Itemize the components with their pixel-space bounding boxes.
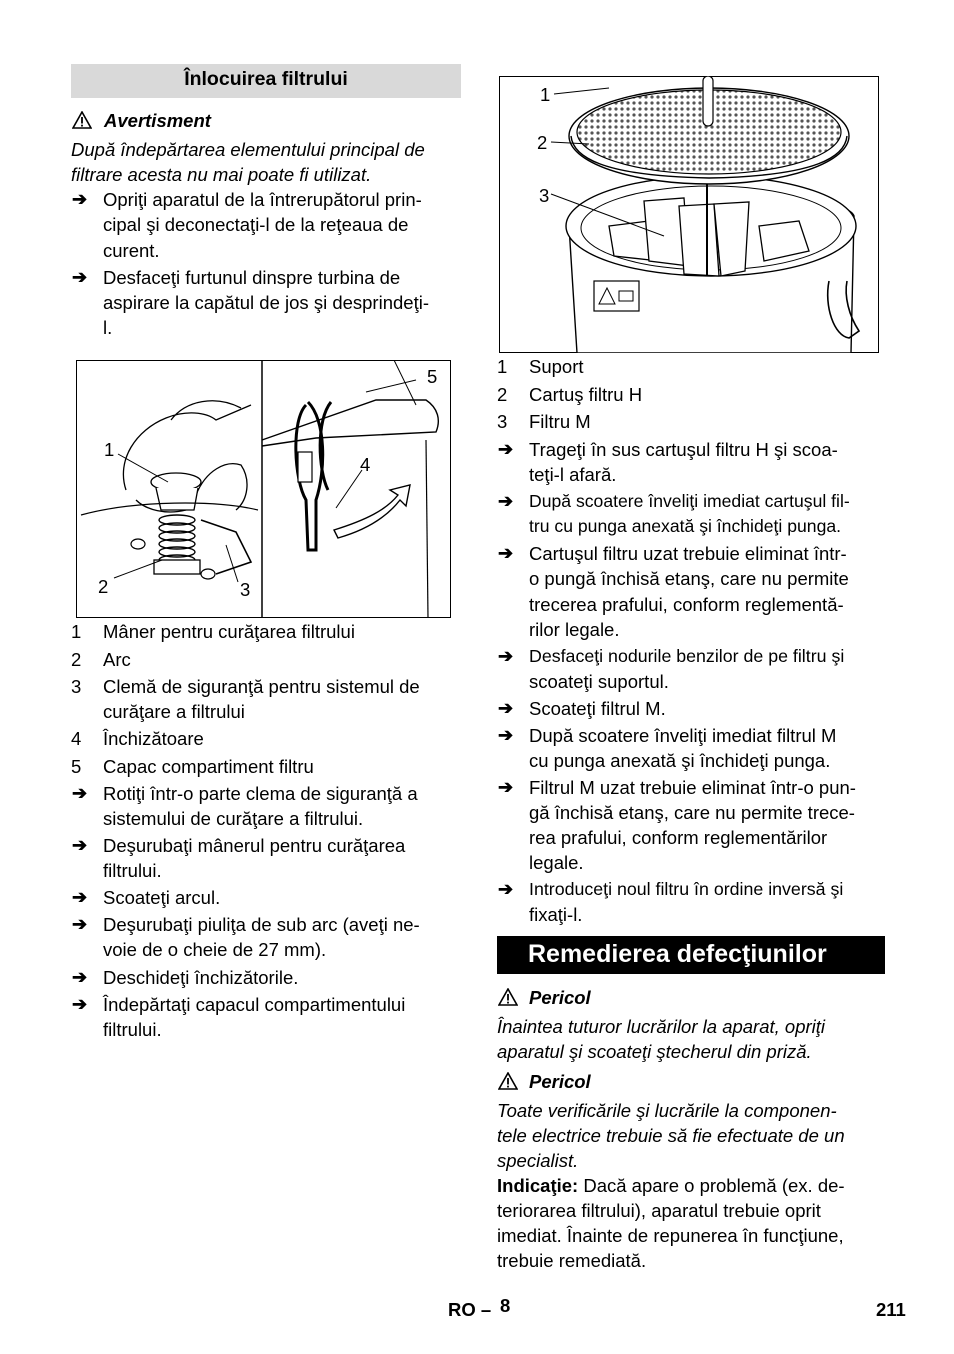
step-text: Scoateţi arcul. [103, 887, 221, 908]
legend-number: 1 [497, 356, 508, 377]
danger-text: Înaintea tuturor lucrărilor la aparat, opriţi [497, 1016, 826, 1037]
warning-icon [498, 988, 518, 1006]
figure-callout-2: 2 [98, 576, 109, 597]
figure-callout-2: 2 [537, 132, 548, 153]
step-text: cu punga anexată şi închideţi punga. [529, 750, 831, 771]
legend-number: 2 [497, 384, 508, 405]
step-text: Opriţi aparatul de la întrerupătorul prin- [103, 189, 422, 210]
legend-text: Capac compartiment filtru [103, 756, 314, 777]
footer-section-page: 8 [500, 1295, 511, 1316]
step-arrow-icon: ➔ [498, 646, 514, 666]
step-text: Scoateţi filtrul M. [529, 698, 666, 719]
step-text: l. [103, 317, 113, 338]
step-text: voie de o cheie de 27 mm). [103, 939, 327, 960]
danger-text: Toate verificările şi lucrările la componen- [497, 1100, 837, 1121]
figure-callout-3: 3 [240, 579, 251, 600]
step-arrow-icon: ➔ [498, 879, 514, 899]
step-text: rilor legale. [529, 619, 620, 640]
note-text: teriorarea filtrului), aparatul trebuie oprit [497, 1200, 821, 1221]
step-text: Filtrul M uzat trebuie eliminat într-o pun- [529, 777, 856, 798]
step-text: rea prafului, conform reglementărilor [529, 827, 828, 848]
step-text: cipal şi deconectaţi-l de la reţeaua de [103, 214, 409, 235]
note-label: Indicaţie: [497, 1175, 579, 1196]
step-text: filtrului. [103, 1019, 162, 1040]
step-arrow-icon: ➔ [72, 783, 88, 803]
warning-icon [72, 111, 92, 129]
danger-label: Pericol [529, 987, 591, 1008]
figure-callout-1: 1 [104, 439, 115, 460]
legend-number: 3 [71, 676, 82, 697]
step-text: Îndepărtaţi capacul compartimentului [103, 994, 406, 1015]
step-text: filtrului. [103, 860, 162, 881]
warning-text-1: După îndepărtarea elementului principal de [71, 139, 425, 160]
figure-callout-3: 3 [539, 185, 550, 206]
legend-number: 2 [71, 649, 82, 670]
step-arrow-icon: ➔ [498, 439, 514, 459]
step-arrow-icon: ➔ [498, 698, 514, 718]
filter-cleaning-figure [76, 360, 451, 618]
legend-text: Arc [103, 649, 131, 670]
step-arrow-icon: ➔ [72, 994, 88, 1014]
figure-callout-4: 4 [360, 454, 371, 475]
step-text: Desfaceţi furtunul dinspre turbina de [103, 267, 401, 288]
section-title: Înlocuirea filtrului [184, 68, 348, 90]
note-text: imediat. Înainte de repunerea în funcţiune, [497, 1225, 844, 1246]
step-text: sistemului de curăţare a filtrului. [103, 808, 364, 829]
step-text: Desfaceţi nodurile benzilor de pe filtru şi [529, 646, 845, 666]
footer-language [448, 1298, 491, 1322]
legend-text: Filtru M [529, 411, 591, 432]
step-arrow-icon: ➔ [72, 887, 88, 907]
step-text: Cartuşul filtru uzat trebuie eliminat într- [529, 543, 847, 564]
warning-text-2: filtrare acesta nu mai poate fi utilizat. [71, 164, 372, 185]
page-number: 211 [876, 1299, 906, 1320]
note-line-1 [497, 1173, 845, 1199]
step-text: aspirare la capătul de jos şi desprindeţi- [103, 292, 429, 313]
step-text: tru cu punga anexată şi închideţi punga. [529, 516, 842, 536]
step-arrow-icon: ➔ [72, 914, 88, 934]
step-arrow-icon: ➔ [72, 835, 88, 855]
footer-dash: – [480, 1299, 492, 1320]
step-arrow-icon: ➔ [498, 543, 514, 563]
step-text: scoateţi suportul. [529, 671, 669, 692]
section-title: Remedierea defecţiunilor [528, 940, 827, 968]
step-text: o pungă închisă etanş, care nu permite [529, 568, 849, 589]
step-text: Rotiţi într-o parte clema de siguranţă a [103, 783, 418, 804]
step-text: După scoatere înveliţi imediat cartuşul fil- [529, 491, 850, 511]
step-arrow-icon: ➔ [498, 777, 514, 797]
figure-callout-5: 5 [427, 366, 438, 387]
legend-text: Cartuş filtru H [529, 384, 643, 405]
step-text: gă închisă etanş, care nu permite trece- [529, 802, 855, 823]
step-text: legale. [529, 852, 584, 873]
step-arrow-icon: ➔ [72, 267, 88, 287]
step-text: fixaţi-l. [529, 904, 583, 925]
danger-label: Pericol [529, 1071, 591, 1092]
step-text: trecerea prafului, conform reglementă- [529, 594, 844, 615]
warning-icon [498, 1072, 518, 1090]
legend-text: Închizătoare [103, 728, 204, 749]
step-text: Trageţi în sus cartuşul filtru H şi scoa- [529, 439, 838, 460]
step-text: teţi-l afară. [529, 464, 617, 485]
figure-callout-1: 1 [540, 84, 551, 105]
legend-number: 4 [71, 728, 82, 749]
footer-lang: RO [448, 1299, 476, 1320]
legend-text: Clemă de siguranţă pentru sistemul de [103, 676, 420, 697]
legend-text: Mâner pentru curăţarea filtrului [103, 621, 355, 642]
step-arrow-icon: ➔ [498, 725, 514, 745]
legend-number: 1 [71, 621, 82, 642]
step-arrow-icon: ➔ [72, 967, 88, 987]
step-text: După scoatere înveliţi imediat filtrul M [529, 725, 837, 746]
note-text: Dacă apare o problemă (ex. de- [578, 1175, 845, 1196]
step-text: Deşurubaţi mânerul pentru curăţarea [103, 835, 406, 856]
step-text: Deschideţi închizătorile. [103, 967, 299, 988]
note-text: trebuie remediată. [497, 1250, 647, 1271]
step-text: curent. [103, 240, 160, 261]
legend-text: curăţare a filtrului [103, 701, 245, 722]
legend-number: 3 [497, 411, 508, 432]
step-arrow-icon: ➔ [72, 189, 88, 209]
legend-number: 5 [71, 756, 82, 777]
step-text: Introduceţi noul filtru în ordine inversă şi [529, 879, 844, 899]
danger-text: specialist. [497, 1150, 579, 1171]
filter-cartridge-figure [499, 76, 879, 353]
legend-text: Suport [529, 356, 584, 377]
warning-label: Avertisment [104, 110, 211, 131]
danger-text: tele electrice trebuie să fie efectuate de un [497, 1125, 845, 1146]
step-text: Deşurubaţi piuliţa de sub arc (aveţi ne- [103, 914, 420, 935]
danger-text: aparatul şi scoateţi ştecherul din priză. [497, 1041, 812, 1062]
step-arrow-icon: ➔ [498, 491, 514, 511]
